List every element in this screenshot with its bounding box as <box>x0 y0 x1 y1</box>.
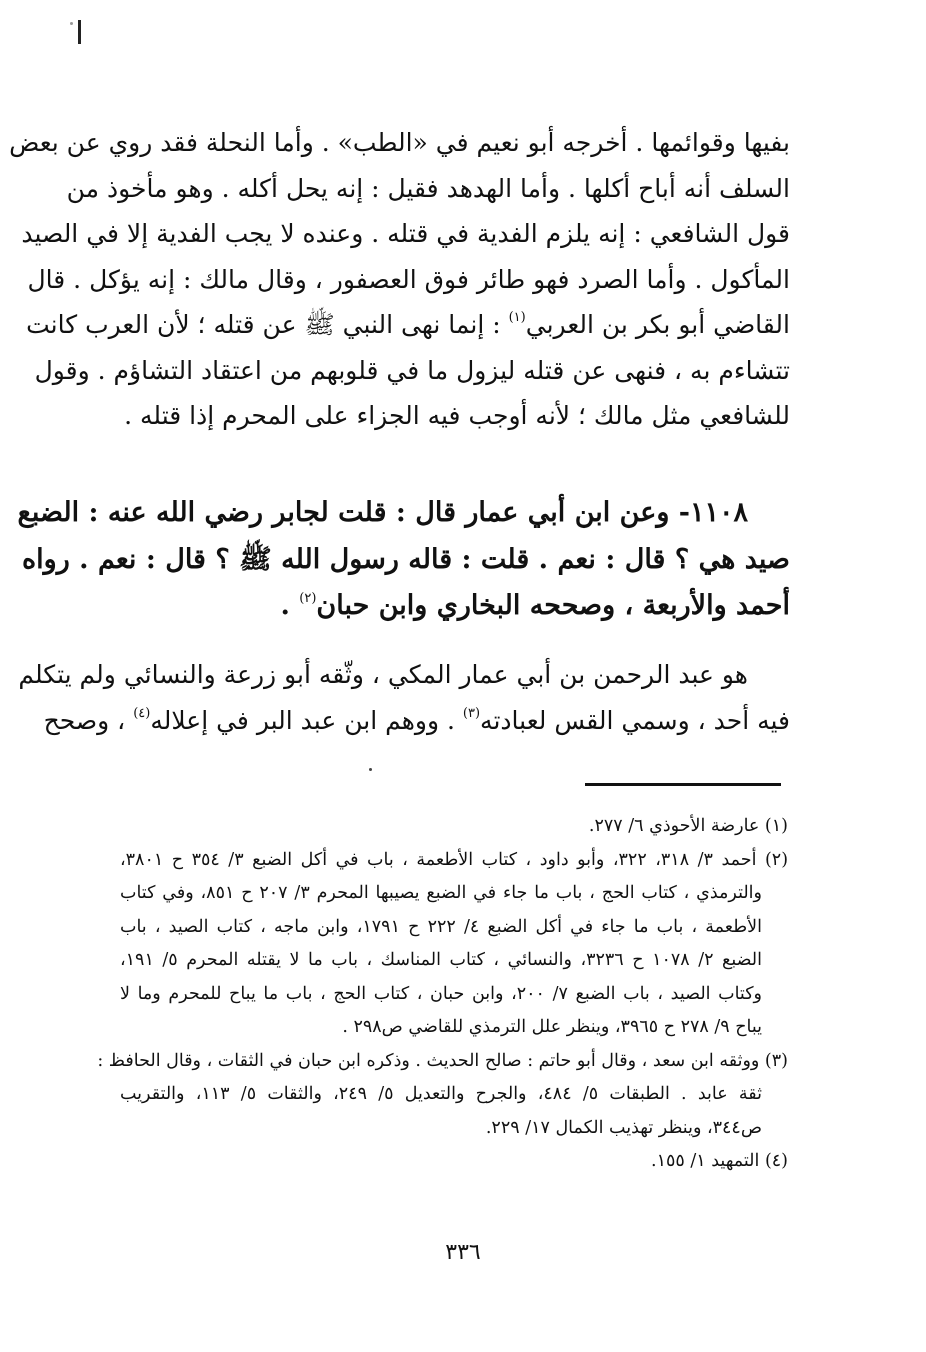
text-line: المأكول . وأما الصرد فهو طائر فوق العصفور ، وقال مالك : إنه يؤكل . قال <box>27 264 790 294</box>
text-line <box>26 302 790 348</box>
footnote-1 <box>120 810 788 844</box>
footnote-line: يباح ٩/ ٢٧٨ ح ٣٩٦٥، وينظر علل الترمذي للقاضي ص٢٩٨ . <box>342 1017 762 1037</box>
text-line <box>43 698 790 744</box>
text-line: للشافعي مثل مالك ؛ لأنه أوجب فيه الجزاء على المحرم إذا قتله . <box>124 401 790 430</box>
footnote-line: (١) عارضة الأحوذي ٦/ ٢٧٧. <box>588 816 788 836</box>
footnote-separator <box>585 783 781 786</box>
hadith-line: صيد هي ؟ قال : نعم . قلت : قاله رسول الله ﷺ ؟ قال : نعم . رواه <box>22 543 790 575</box>
footnote-line: (٤) التمهيد ١/ ١٥٥. <box>651 1151 788 1171</box>
footnote-line: وكتاب الصيد ، باب الضبع ٧/ ٢٠٠، وابن حبان ، كتاب الحج ، باب ما يباح للمحرم وما لا <box>120 983 762 1004</box>
text-fragment: فيه أحد ، وسمي القس لعبادته <box>480 705 790 735</box>
ink-speck <box>369 768 372 771</box>
footnote-line: والترمذي ، كتاب الحج ، باب ما جاء في الضبع يصيبها المحرم ٣/ ٢٠٧ ح ٨٥١، وفي كتاب <box>120 883 762 903</box>
hadith-line: ١١٠٨- وعن ابن أبي عمار قال : قلت لجابر رضي الله عنه : الضبع <box>17 497 748 528</box>
footnote-line: الضبع ٢/ ١٠٧٨ ح ٣٢٣٦، والنسائي ، كتاب المناسك ، باب ما لا يقتله المحرم ٥/ ١٩١، <box>120 950 762 970</box>
text-fragment: . ووهم ابن عبد البر في إعلاله <box>150 705 463 735</box>
text-fragment: : إنما نهى النبي ﷺ عن قتله ؛ لأن العرب كانت <box>26 310 509 339</box>
footnote-line: ثقة عابد . الطبقات ٥/ ٤٨٤، والجرح والتعديل ٥/ ٢٤٩، والثقات ٥/ ١١٣، والتقريب <box>120 1084 762 1104</box>
footnotes <box>97 810 789 1179</box>
text-line: قول الشافعي : إنه يلزم الفدية في قتله . وعنده لا يجب الفدية إلا في الصيد <box>21 219 790 248</box>
footnote-ref-2[interactable]: (٢) <box>299 591 317 606</box>
footnote-2 <box>120 844 788 1045</box>
footnote-4 <box>120 1145 788 1179</box>
footnote-line: ص٣٤٤، وينظر تهذيب الكمال ١٧/ ٢٢٩. <box>485 1117 762 1138</box>
text-fragment: ، وصحح <box>43 705 134 735</box>
text-fragment: . <box>280 590 300 621</box>
page-number: ٣٣٦ <box>445 1240 481 1265</box>
text-fragment: القاضي أبو بكر بن العربي <box>525 310 790 339</box>
hadith-line <box>120 583 790 630</box>
text-line: هو عبد الرحمن بن أبي عمار المكي ، وثّقه أبو زرعة والنسائي ولم يتكلم <box>18 660 748 689</box>
text-line: السلف أنه أباح أكلها . وأما الهدهد فقيل : إنه يحل أكله . وهو مأخوذ من <box>66 173 790 203</box>
footnote-3 <box>97 1045 788 1146</box>
corner-mark <box>78 20 81 44</box>
footnote-ref-1[interactable]: (١) <box>508 310 526 325</box>
hadith-text <box>17 490 790 630</box>
footnote-ref-4[interactable]: (٤) <box>133 705 151 721</box>
text-line: بفيها وقوائمها . أخرجه أبو نعيم في «الطب» . وأما النحلة فقد روي عن بعض <box>9 128 790 157</box>
footnote-line: (٣) ووثقه ابن سعد ، وقال أبو حاتم : صالح الحديث . وذكره ابن حبان في الثقات ، وقال الحافظ : <box>97 1050 788 1071</box>
text-line: تتشاءم به ، فنهى عن قتله ليزول ما في قلوبهم من اعتقاد التشاؤم . وقول <box>34 355 790 385</box>
footnote-line: الأطعمة ، باب ما جاء في أكل الضبع ٤/ ٢٢٢ ح ١٧٩١، وابن ماجه ، كتاب الصيد ، باب <box>120 916 762 937</box>
commentary-paragraph-2 <box>18 652 790 743</box>
footnote-line: (٢) أحمد ٣/ ٣١٨، ٣٢٢، وأبو داود ، كتاب الأطعمة ، باب في أكل الضبع ٣/ ٣٥٤ ح ٣٨٠١، <box>120 849 789 870</box>
commentary-paragraph-1 <box>9 120 790 439</box>
footnote-ref-3[interactable]: (٣) <box>462 705 481 721</box>
text-fragment: أحمد والأربعة ، وصححه البخاري وابن حبان <box>316 590 790 621</box>
